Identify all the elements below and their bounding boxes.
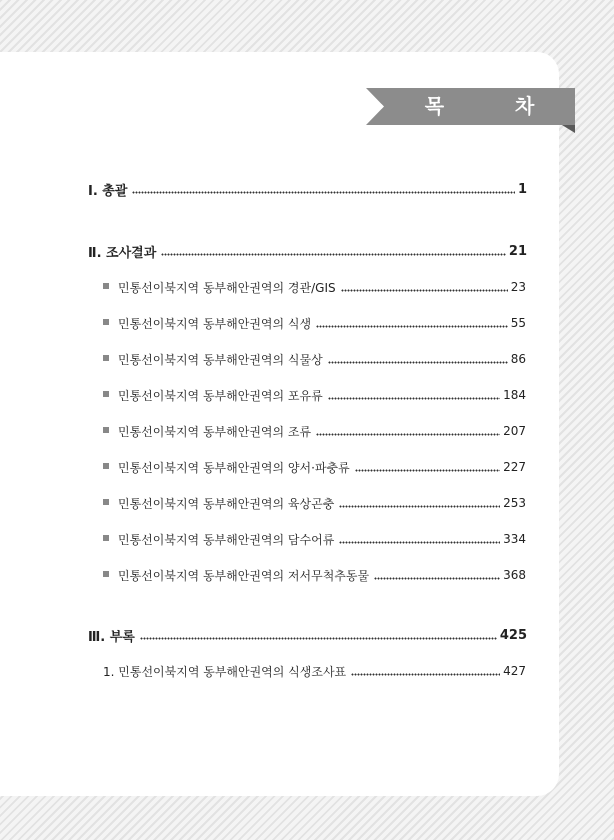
square-bullet-icon	[103, 535, 109, 541]
toc-item-label: 민통선이북지역 동부해안권역의 담수어류	[118, 532, 335, 547]
toc-item[interactable]	[103, 529, 526, 549]
leader-dots	[355, 469, 500, 472]
toc-page-number: 427	[503, 664, 526, 678]
toc-section-1[interactable]	[88, 179, 527, 199]
toc-item[interactable]	[103, 385, 526, 405]
leader-dots	[351, 673, 500, 676]
leader-dots	[316, 433, 500, 436]
toc-item-label: 1. 민통선이북지역 동부해안권역의 식생조사표	[103, 664, 347, 679]
leader-dots	[161, 253, 506, 256]
toc-section-2[interactable]	[88, 241, 527, 261]
leader-dots	[341, 289, 508, 292]
toc-page-number: 21	[508, 243, 527, 259]
toc-page-number: 1	[517, 181, 527, 197]
toc-section-label: Ⅰ. 총괄	[88, 183, 128, 199]
toc-section-label: Ⅲ. 부록	[88, 629, 135, 645]
toc-item-label: 민통선이북지역 동부해안권역의 육상곤충	[118, 496, 335, 511]
toc-page-number: 334	[503, 532, 526, 546]
leader-dots	[140, 637, 497, 640]
toc-page-number: 425	[499, 627, 527, 643]
toc-page-number: 23	[510, 280, 526, 294]
toc-page-number: 253	[503, 496, 526, 510]
leader-dots	[339, 541, 500, 544]
leader-dots	[316, 325, 508, 328]
toc-page-number: 55	[510, 316, 526, 330]
toc-page-number: 368	[503, 568, 526, 582]
square-bullet-icon	[103, 391, 109, 397]
leader-dots	[132, 191, 515, 194]
toc-item[interactable]	[103, 661, 526, 681]
square-bullet-icon	[103, 319, 109, 325]
toc-page-number: 184	[503, 388, 526, 402]
toc-title: 목 차	[424, 94, 567, 118]
toc-item-label: 민통선이북지역 동부해안권역의 식생	[118, 316, 312, 331]
toc-item[interactable]	[103, 457, 526, 477]
toc-item[interactable]	[103, 313, 526, 333]
leader-dots	[374, 577, 500, 580]
leader-dots	[328, 397, 500, 400]
square-bullet-icon	[103, 463, 109, 469]
toc-page-number: 227	[503, 460, 526, 474]
toc-section-label: Ⅱ. 조사결과	[88, 245, 157, 261]
leader-dots	[339, 505, 500, 508]
square-bullet-icon	[103, 355, 109, 361]
toc-item[interactable]	[103, 565, 526, 585]
toc-item[interactable]	[103, 421, 526, 441]
toc-title-banner	[366, 88, 575, 125]
toc-page-number: 207	[503, 424, 526, 438]
toc-page-number: 86	[510, 352, 526, 366]
leader-dots	[328, 361, 508, 364]
toc-item-label: 민통선이북지역 동부해안권역의 식물상	[118, 352, 323, 367]
square-bullet-icon	[103, 427, 109, 433]
toc-item-label: 민통선이북지역 동부해안권역의 경관/GIS	[118, 280, 336, 295]
toc-item[interactable]	[103, 493, 526, 513]
toc-item-label: 민통선이북지역 동부해안권역의 조류	[118, 424, 312, 439]
toc-item[interactable]	[103, 349, 526, 369]
toc-item-label: 민통선이북지역 동부해안권역의 양서·파충류	[118, 460, 350, 475]
toc-item-label: 민통선이북지역 동부해안권역의 포유류	[118, 388, 323, 403]
toc-section-3[interactable]	[88, 625, 527, 645]
square-bullet-icon	[103, 283, 109, 289]
toc-item-label: 민통선이북지역 동부해안권역의 저서무척추동물	[118, 568, 370, 583]
square-bullet-icon	[103, 499, 109, 505]
toc-item[interactable]	[103, 277, 526, 297]
square-bullet-icon	[103, 571, 109, 577]
